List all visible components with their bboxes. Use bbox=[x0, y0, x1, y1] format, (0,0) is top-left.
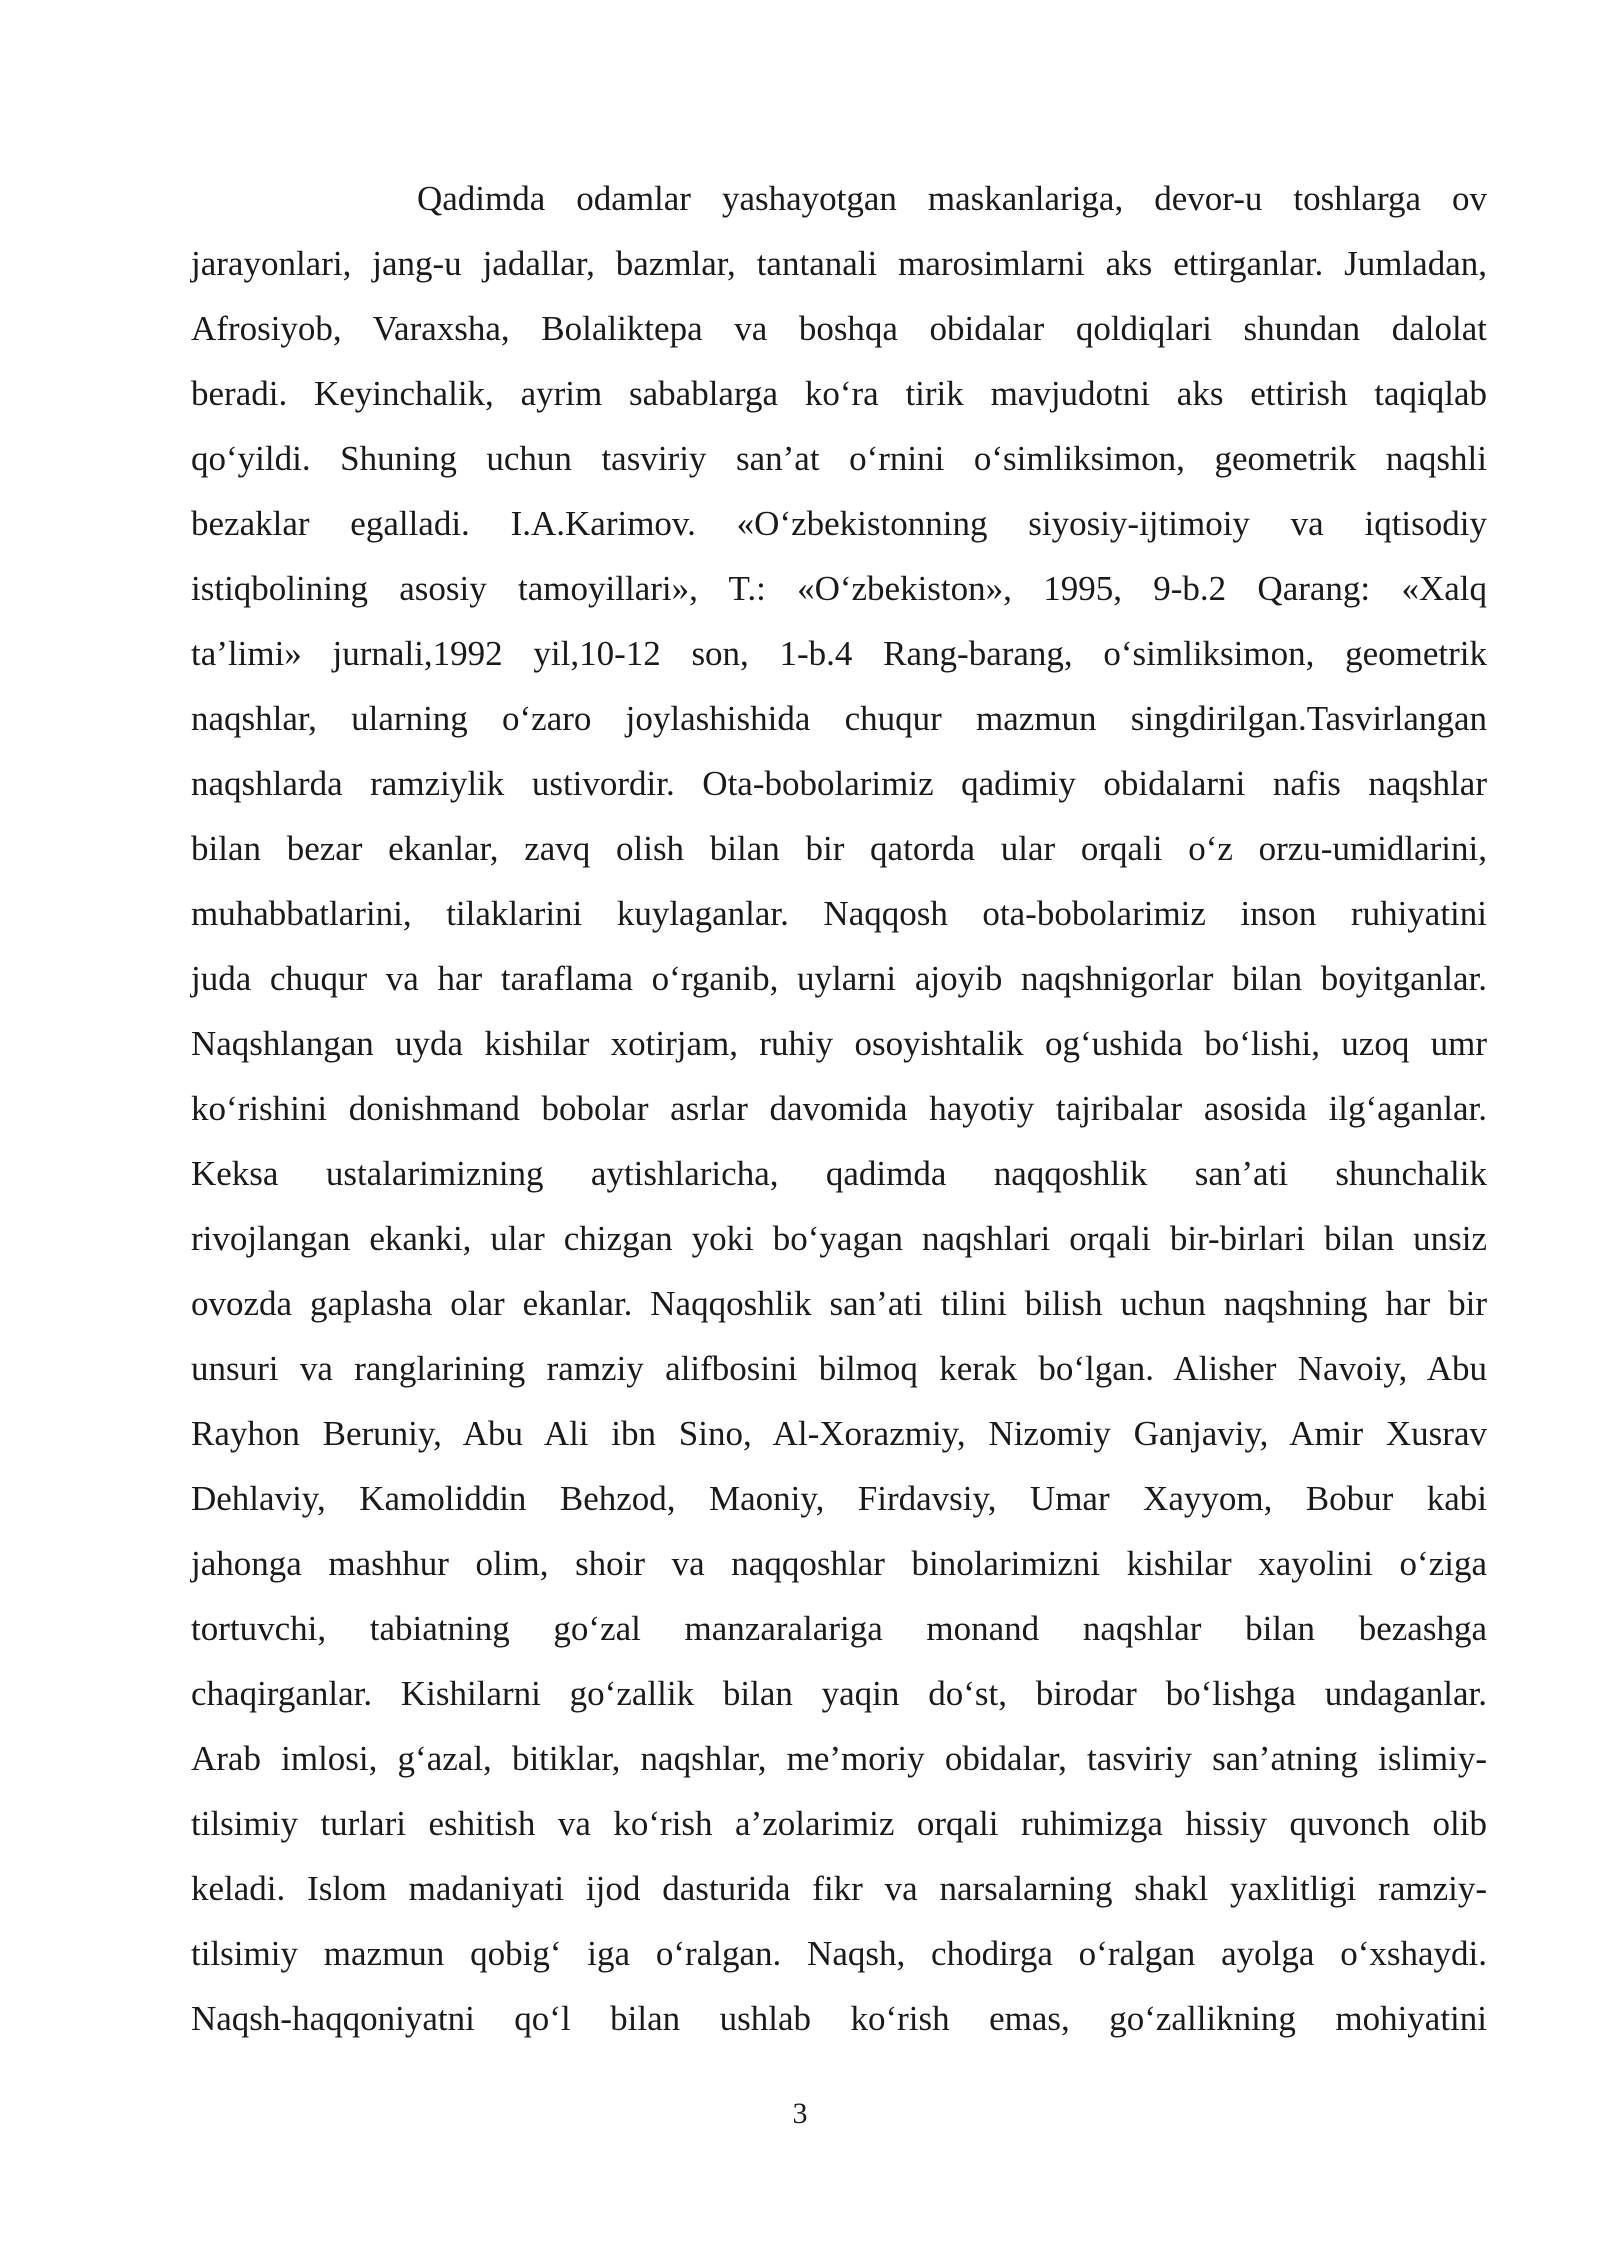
text-line: Naqshlangan uyda kishilar xotirjam, ruhiy osoyishtalik og‘ushida bo‘lishi, uzoq umr bbox=[191, 1024, 1487, 1063]
text-line: naqshlarda ramziylik ustivordir. Ota-bobolarimiz qadimiy obidalarni nafis naqshlar bbox=[191, 764, 1487, 803]
text-line: jarayonlari, jang-u jadallar, bazmlar, tantanali marosimlarni aks ettirganlar. Jumladan, bbox=[191, 244, 1487, 283]
text-line: ko‘rishini donishmand bobolar asrlar davomida hayotiy tajribalar asosida ilg‘aganlar. bbox=[191, 1089, 1487, 1128]
text-line: Keksa ustalarimizning aytishlaricha, qadimda naqqoshlik san’ati shunchalik bbox=[191, 1154, 1487, 1193]
text-line: chaqirganlar. Kishilarni go‘zallik bilan yaqin do‘st, birodar bo‘lishga undaganlar. bbox=[191, 1674, 1487, 1713]
text-line: bilan bezar ekanlar, zavq olish bilan bir qatorda ular orqali o‘z orzu-umidlarini, bbox=[191, 829, 1487, 868]
text-line: tortuvchi, tabiatning go‘zal manzaralariga monand naqshlar bilan bezashga bbox=[191, 1609, 1487, 1648]
page-number: 3 bbox=[792, 2097, 808, 2130]
text-line: Afrosiyob, Varaxsha, Bolaliktepa va boshqa obidalar qoldiqlari shundan dalolat bbox=[191, 309, 1487, 348]
text-line: Naqsh-haqqoniyatni qo‘l bilan ushlab ko‘rish emas, go‘zallikning mohiyatini bbox=[191, 1999, 1487, 2038]
text-line: keladi. Islom madaniyati ijod dasturida fikr va narsalarning shakl yaxlitligi ramziy- bbox=[191, 1869, 1487, 1908]
text-line: Qadimda odamlar yashayotgan maskanlariga, devor-u toshlarga ov bbox=[417, 179, 1487, 218]
text-line: Arab imlosi, g‘azal, bitiklar, naqshlar, me’moriy obidalar, tasviriy san’atning islimiy- bbox=[191, 1739, 1487, 1778]
text-line: jahonga mashhur olim, shoir va naqqoshlar binolarimizni kishilar xayolini o‘ziga bbox=[191, 1544, 1487, 1583]
text-line: rivojlangan ekanki, ular chizgan yoki bo‘yagan naqshlari orqali bir-birlari bilan unsiz bbox=[191, 1219, 1487, 1258]
text-line: tilsimiy turlari eshitish va ko‘rish a’zolarimiz orqali ruhimizga hissiy quvonch olib bbox=[191, 1804, 1487, 1843]
text-line: istiqbolining asosiy tamoyillari», T.: «O‘zbekiston», 1995, 9-b.2 Qarang: «Xalq bbox=[191, 569, 1487, 608]
text-line: bezaklar egalladi. I.A.Karimov. «O‘zbekistonning siyosiy-ijtimoiy va iqtisodiy bbox=[191, 504, 1487, 543]
text-line: ta’limi» jurnali,1992 yil,10-12 son, 1-b.4 Rang-barang, o‘simliksimon, geometrik bbox=[191, 634, 1487, 673]
text-line: juda chuqur va har taraflama o‘rganib, uylarni ajoyib naqshnigorlar bilan boyitganlar. bbox=[191, 959, 1487, 998]
text-line: Dehlaviy, Kamoliddin Behzod, Maoniy, Firdavsiy, Umar Xayyom, Bobur kabi bbox=[191, 1479, 1487, 1518]
body-text bbox=[191, 166, 1487, 2051]
text-line: Rayhon Beruniy, Abu Ali ibn Sino, Al-Xorazmiy, Nizomiy Ganjaviy, Amir Xusrav bbox=[191, 1414, 1487, 1453]
text-line: unsuri va ranglarining ramziy alifbosini bilmoq kerak bo‘lgan. Alisher Navoiy, Abu bbox=[191, 1349, 1487, 1388]
text-line: muhabbatlarini, tilaklarini kuylaganlar. Naqqosh ota-bobolarimiz inson ruhiyatini bbox=[191, 894, 1487, 933]
text-line: beradi. Keyinchalik, ayrim sabablarga ko‘ra tirik mavjudotni aks ettirish taqiqlab bbox=[191, 374, 1487, 413]
text-line: tilsimiy mazmun qobig‘ iga o‘ralgan. Naqsh, chodirga o‘ralgan ayolga o‘xshaydi. bbox=[191, 1934, 1487, 1973]
text-line: ovozda gaplasha olar ekanlar. Naqqoshlik san’ati tilini bilish uchun naqshning har bir bbox=[191, 1284, 1487, 1323]
text-line: qo‘yildi. Shuning uchun tasviriy san’at o‘rnini o‘simliksimon, geometrik naqshli bbox=[191, 439, 1487, 478]
text-line: naqshlar, ularning o‘zaro joylashishida chuqur mazmun singdirilgan.Tasvirlangan bbox=[191, 699, 1487, 738]
